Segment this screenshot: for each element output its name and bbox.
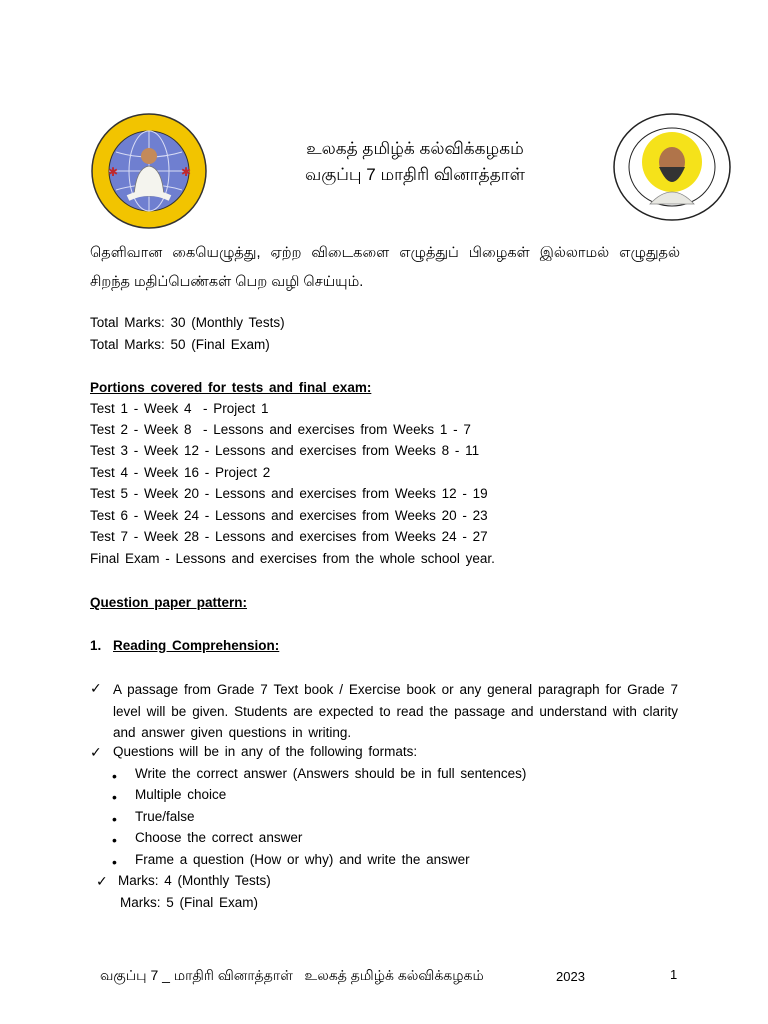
footer-text: வகுப்பு 7 _ மாதிரி வினாத்தாள் உலகத் தமிழ்க் கல்விக்கழகம் (100, 967, 484, 983)
portion-item: Test 2 - Week 8 - Lessons and exercises from Weeks 1 - 7 (90, 422, 471, 437)
point-formats: Questions will be in any of the following formats: (113, 744, 418, 759)
format-item: Choose the correct answer (135, 830, 303, 845)
total-marks-monthly: Total Marks: 30 (Monthly Tests) (90, 315, 285, 330)
check-icon: ✓ (96, 873, 108, 889)
portions-heading: Portions covered for tests and final exam: (90, 380, 372, 395)
check-icon: ✓ (90, 680, 102, 696)
format-item: Multiple choice (135, 787, 227, 802)
portion-item: Test 3 - Week 12 - Lessons and exercises from Weeks 8 - 11 (90, 443, 480, 458)
marks-final: Marks: 5 (Final Exam) (120, 895, 259, 910)
section-number: 1. (90, 638, 102, 653)
bullet-icon: • (112, 811, 117, 827)
international-tamil-academy-logo (90, 112, 208, 230)
check-icon: ✓ (90, 744, 102, 760)
portion-item: Test 7 - Week 28 - Lessons and exercises from Weeks 24 - 27 (90, 529, 488, 544)
point-passage: A passage from Grade 7 Text book / Exercise book or any general paragraph for Grade 7 level will be given. Students are expected to read the passage and understand with clarity and answer given questions in writing. (113, 682, 678, 740)
marks-monthly: Marks: 4 (Monthly Tests) (118, 873, 271, 888)
section-title: Reading Comprehension: (113, 638, 280, 653)
bullet-icon: • (112, 854, 117, 870)
format-item: Write the correct answer (Answers should be in full sentences) (135, 766, 527, 781)
pattern-heading: Question paper pattern: (90, 595, 248, 610)
page-subtitle: வகுப்பு 7 மாதிரி வினாத்தாள் (304, 165, 525, 184)
bullet-icon: • (112, 768, 117, 784)
portion-item: Test 6 - Week 24 - Lessons and exercises from Weeks 20 - 23 (90, 508, 488, 523)
portion-item: Test 1 - Week 4 - Project 1 (90, 401, 269, 416)
svg-text:✱: ✱ (181, 165, 192, 179)
portion-item: Test 4 - Week 16 - Project 2 (90, 465, 271, 480)
intro-paragraph: தெளிவான கையெழுத்து, ஏற்ற விடைகளை எழுத்துப் பிழைகள் இல்லாமல் எழுதுதல் சிறந்த மதிப்பெண்கள் பெற வழி செய்யும். (90, 245, 680, 290)
svg-text:✱: ✱ (108, 165, 119, 179)
page-title: உலகத் தமிழ்க் கல்விக்கழகம் (306, 139, 524, 158)
format-item: True/false (135, 809, 195, 824)
footer-year: 2023 (556, 969, 585, 984)
bullet-icon: • (112, 832, 117, 848)
format-item: Frame a question (How or why) and write the answer (135, 852, 470, 867)
total-marks-final: Total Marks: 50 (Final Exam) (90, 337, 270, 352)
bullet-icon: • (112, 789, 117, 805)
page-number: 1 (670, 967, 678, 982)
california-tamil-academy-logo (612, 112, 732, 222)
portion-item: Final Exam - Lessons and exercises from the whole school year. (90, 551, 495, 566)
portion-item: Test 5 - Week 20 - Lessons and exercises from Weeks 12 - 19 (90, 486, 488, 501)
